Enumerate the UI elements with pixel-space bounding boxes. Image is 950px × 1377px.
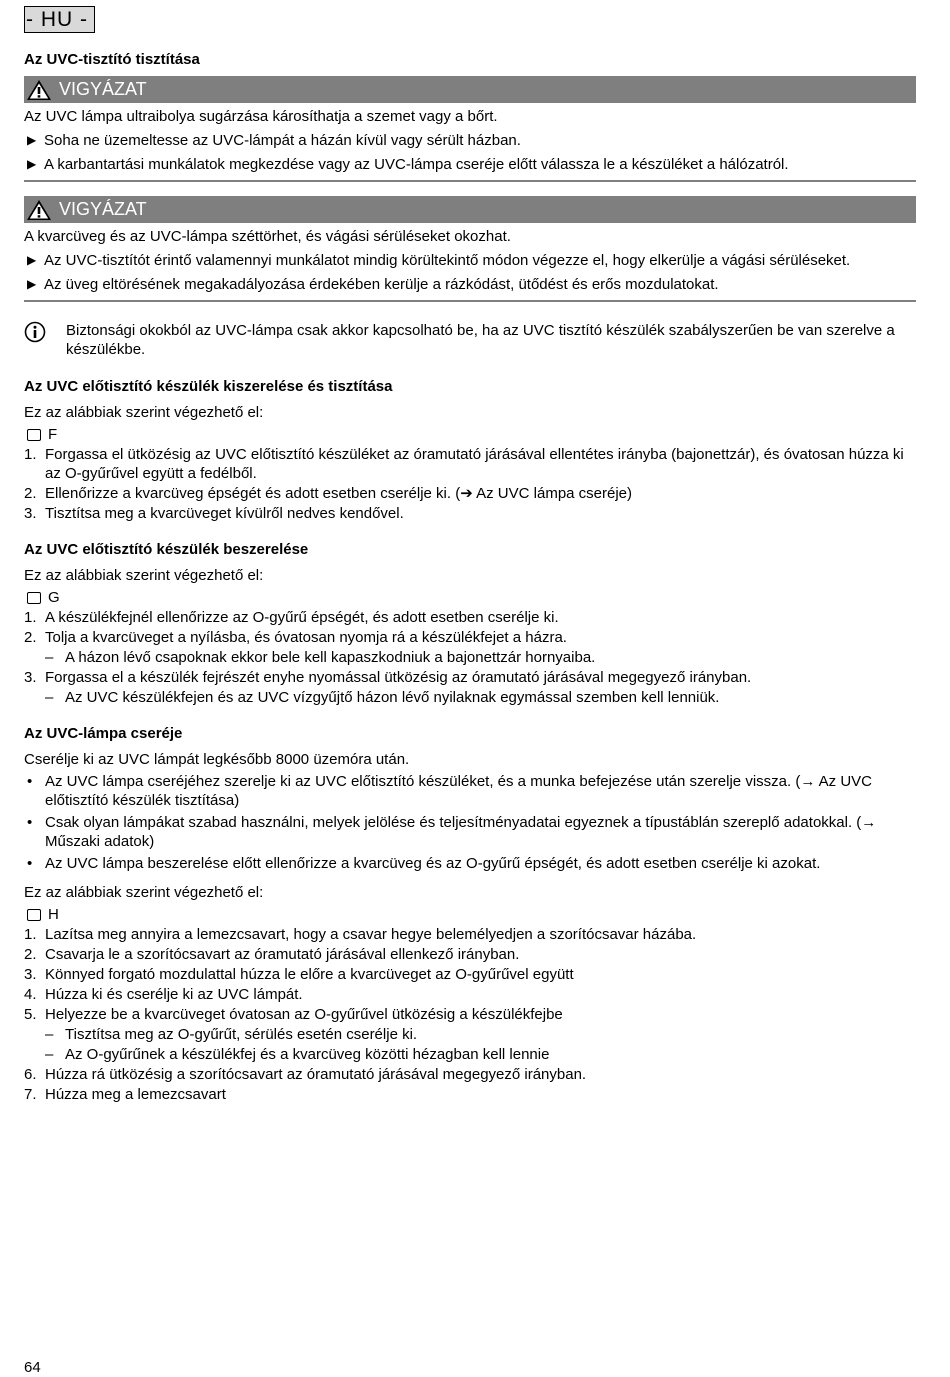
list-item: ▶ A karbantartási munkálatok megkezdése vagy az UVC-lámpa cseréje előtt válassza le a készüléket a hálózatról. bbox=[24, 155, 916, 174]
list-item: 2. Tolja a kvarcüveget a nyílásba, és óvatosan nyomja rá a készülékfejet a házra. bbox=[24, 629, 567, 646]
list-item: 2. Csavarja le a szorítócsavart az óramutató járásával ellenkező irányban. bbox=[24, 946, 520, 963]
figure-reference: H bbox=[24, 905, 916, 924]
list-item: 1. Forgassa el ütközésig az UVC előtisztító készüléket az óramutató járásával ellentétes irányba (bajonettzár), és óvatosan húzza ki az O-gyűrűvel együtt a fedélből. bbox=[24, 446, 904, 482]
section-intro: Ez az alábbiak szerint végezhető el: bbox=[24, 567, 264, 584]
list-item: 7. Húzza meg a lemezcsavart bbox=[24, 1086, 226, 1103]
warning-label: VIGYÁZAT bbox=[59, 199, 147, 219]
list-subitem: – Az O-gyűrűnek a készülékfej és a kvarcüveg közötti hézagban kell lennie bbox=[45, 1046, 550, 1063]
warning-banner bbox=[24, 196, 916, 223]
list-item: 3. Tisztítsa meg a kvarcüveget kívülről nedves kendővel. bbox=[24, 505, 404, 522]
figure-reference: G bbox=[24, 588, 916, 607]
info-icon bbox=[24, 321, 66, 359]
section-intro: Cserélje ki az UVC lámpát legkésőbb 8000 üzemóra után. bbox=[24, 751, 410, 768]
info-note bbox=[24, 321, 916, 359]
figure-box-icon bbox=[27, 429, 41, 441]
triangle-bullet-icon: ▶ bbox=[27, 277, 37, 291]
list-item: 2. Ellenőrizze a kvarcüveg épségét és adott esetben cserélje ki. (➔ Az UVC lámpa cseréje) bbox=[24, 485, 633, 502]
bullet-icon: • bbox=[27, 855, 33, 872]
list-item: 3. Forgassa el a készülék fejrészét enyhe nyomással ütközésig az óramutató járásával megegyező irányban. bbox=[24, 669, 752, 686]
list-subitem: – A házon lévő csapoknak ekkor bele kell kapaszkodniuk a bajonettzár hornyaiba. bbox=[45, 649, 596, 666]
list-item: ▶ Soha ne üzemeltesse az UVC-lámpát a házán kívül vagy sérült házban. bbox=[24, 131, 916, 150]
triangle-bullet-icon: ▶ bbox=[27, 253, 37, 267]
page-number: 64 bbox=[24, 1359, 41, 1376]
figure-box-icon bbox=[27, 909, 41, 921]
list-item: • Csak olyan lámpákat szabad használni, melyek jelölése és teljesítményadatai egyeznek a típustáblán szereplő adatokkal. (→ Műszaki adatok) bbox=[24, 813, 916, 851]
document-page bbox=[24, 6, 916, 1104]
list-subitem: – Az UVC készülékfejen és az UVC vízgyűjtő házon lévő nyilaknak egymással szemben kell lenniük. bbox=[45, 689, 720, 706]
list-item: • Az UVC lámpa beszerelése előtt ellenőrizze a kvarcüveg és az O-gyűrű épségét, és adott esetben cserélje ki azokat. bbox=[24, 854, 916, 873]
list-item: 6. Húzza rá ütközésig a szorítócsavart az óramutató járásával megegyező irányban. bbox=[24, 1066, 587, 1083]
list-item: 5. Helyezze be a kvarcüveget óvatosan az O-gyűrűvel ütközésig a készülékfejbe bbox=[24, 1006, 563, 1023]
triangle-bullet-icon: ▶ bbox=[27, 133, 37, 147]
section-title: Az UVC előtisztító készülék beszerelése bbox=[24, 541, 309, 558]
language-tag: - HU - bbox=[24, 6, 95, 33]
figure-reference: F bbox=[24, 425, 916, 444]
divider bbox=[24, 180, 916, 182]
section-intro: Ez az alábbiak szerint végezhető el: bbox=[24, 404, 264, 421]
section-title: Az UVC előtisztító készülék kiszerelése és tisztítása bbox=[24, 378, 393, 395]
list-item: 1. A készülékfejnél ellenőrizze az O-gyűrű épségét, és adott esetben cserélje ki. bbox=[24, 609, 559, 626]
list-item: 3. Könnyed forgató mozdulattal húzza le előre a kvarcüveget az O-gyűrűvel együtt bbox=[24, 966, 574, 983]
warning-banner bbox=[24, 76, 916, 103]
list-item: 1. Lazítsa meg annyira a lemezcsavart, hogy a csavar hegye belemélyedjen a szorítócsavar házába. bbox=[24, 926, 697, 943]
warning-triangle-icon bbox=[26, 79, 52, 101]
figure-box-icon bbox=[27, 592, 41, 604]
info-text: Biztonsági okokból az UVC-lámpa csak akkor kapcsolható be, ha az UVC tisztító készülék szabályszerűen be van szerelve a készülékbe. bbox=[66, 322, 895, 358]
triangle-bullet-icon: ▶ bbox=[27, 157, 37, 171]
divider bbox=[24, 300, 916, 302]
list-item: ▶ Az üveg eltörésének megakadályozása érdekében kerülje a rázkódást, ütődést és erős mozdulatokat. bbox=[24, 275, 916, 294]
section-title: Az UVC-lámpa cseréje bbox=[24, 725, 183, 742]
list-item: 4. Húzza ki és cserélje ki az UVC lámpát. bbox=[24, 986, 303, 1003]
section-intro: Ez az alábbiak szerint végezhető el: bbox=[24, 884, 264, 901]
bullet-icon: • bbox=[27, 773, 33, 790]
list-subitem: – Tisztítsa meg az O-gyűrűt, sérülés esetén cserélje ki. bbox=[45, 1026, 418, 1043]
warning-label: VIGYÁZAT bbox=[59, 79, 147, 99]
warning-intro: Az UVC lámpa ultraibolya sugárzása károsíthatja a szemet vagy a bőrt. bbox=[24, 108, 498, 125]
bullet-icon: • bbox=[27, 814, 33, 831]
warning-intro: A kvarcüveg és az UVC-lámpa széttörhet, és vágási sérüléseket okozhat. bbox=[24, 228, 511, 245]
list-item: ▶ Az UVC-tisztítót érintő valamennyi munkálatot mindig körültekintő módon végezze el, hogy elkerülje a vágási sérüléseket. bbox=[24, 251, 916, 270]
warning-triangle-icon bbox=[26, 199, 52, 221]
section-title: Az UVC-tisztító tisztítása bbox=[24, 51, 200, 68]
list-item: • Az UVC lámpa cseréjéhez szerelje ki az UVC előtisztító készüléket, és a munka befejezése után szerelje vissza. (→ Az UVC előtisztító készülék tisztítása) bbox=[24, 772, 916, 810]
